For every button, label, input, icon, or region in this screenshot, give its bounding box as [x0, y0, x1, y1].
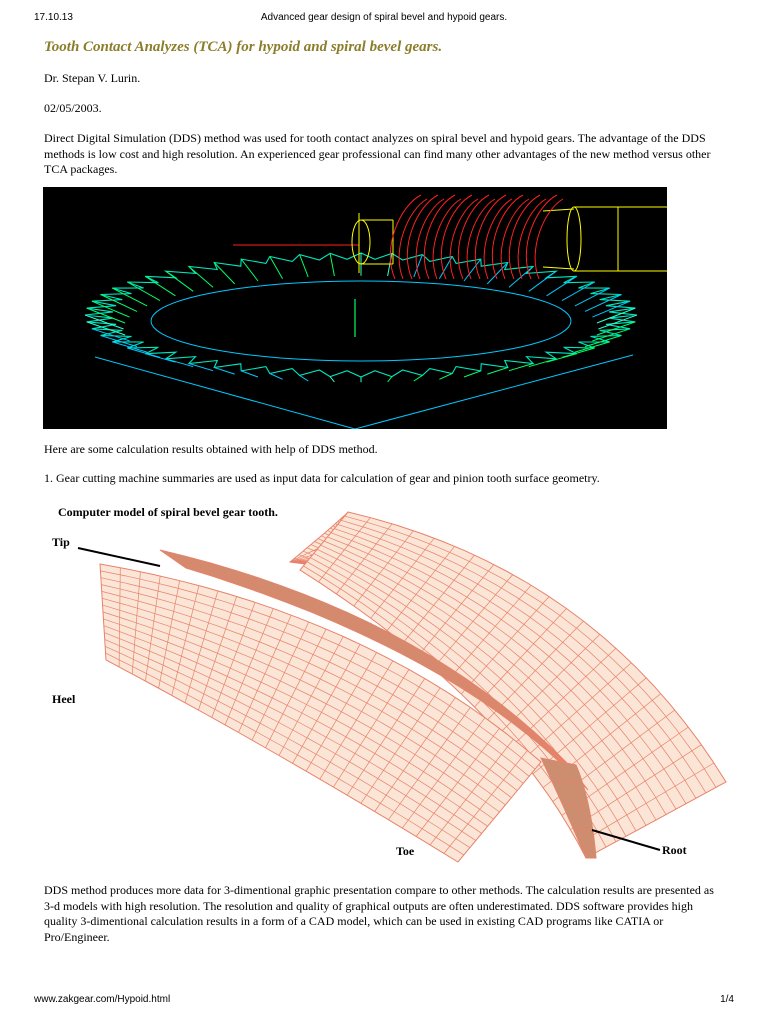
print-title: Advanced gear design of spiral bevel and hypoid gears.	[260, 12, 508, 23]
gear-tooth-flank	[487, 368, 508, 375]
gear-tooth-flank	[270, 257, 283, 279]
page-title: Tooth Contact Analyzes (TCA) for hypoid and spiral bevel gears.	[44, 39, 443, 55]
gear-tooth-flank	[509, 364, 533, 371]
gear-tooth-flank	[575, 342, 610, 352]
gear-tooth-flank	[330, 377, 334, 382]
gear-tooth-flank	[270, 374, 283, 380]
author: Dr. Stepan V. Lurin.	[44, 71, 141, 85]
gear-tooth-flank	[112, 342, 147, 352]
label-tip: Tip	[52, 535, 70, 549]
pinion-tooth	[458, 195, 495, 279]
gear-tooth-flank	[464, 259, 481, 281]
gear-tooth-flank	[464, 371, 481, 377]
gear-tooth-flank	[241, 371, 258, 377]
date: 02/05/2003.	[44, 101, 102, 115]
pinion-tooth	[492, 195, 529, 279]
gear-tooth-flank	[214, 263, 235, 284]
page-number: 1/4	[720, 994, 734, 1005]
gear-tooth-flank	[166, 271, 193, 291]
print-header	[0, 8, 768, 24]
list-item-1: 1. Gear cutting machine summaries are used as input data for calculation of gear and pinion tooth surface geometry.	[44, 471, 600, 485]
gear-tooth-flank	[145, 276, 175, 296]
gear-tooth-flank	[547, 276, 577, 296]
gear-tooth-flank	[189, 364, 213, 371]
gear-tooth-flank	[529, 271, 556, 291]
gear-tooth-flank	[300, 255, 309, 277]
gear-tooth-flank	[300, 375, 309, 381]
pinion-teeth	[390, 195, 563, 279]
figure-title: Computer model of spiral bevel gear tooth.	[58, 505, 278, 519]
tooth-surface-figure	[36, 500, 736, 868]
intro-paragraph: Direct Digital Simulation (DDS) method was used for tooth contact analyzes on spiral bevel and hypoid gears. The advantage of the DDS methods is low cost and high resolution. An experienced gear professional can find many other advantages of the new method versus other TCA packages.	[44, 131, 711, 176]
gear-inner-rim	[151, 281, 571, 361]
pinion-tooth	[390, 195, 427, 279]
gear-wireframe-figure	[43, 187, 667, 429]
results-intro: Here are some calculation results obtained with help of DDS method.	[44, 442, 378, 456]
print-footer	[0, 994, 768, 1008]
gear-tooth-flank	[487, 263, 508, 284]
label-heel: Heel	[52, 692, 76, 706]
gear-tooth-flank	[414, 375, 423, 381]
gear-tooth-flank	[101, 295, 138, 312]
pinion-tooth	[424, 195, 461, 279]
gear-tooth-flank	[439, 374, 452, 380]
label-toe: Toe	[396, 844, 415, 858]
outro-paragraph: DDS method produces more data for 3-dimentional graphic presentation compare to other methods. The calculation results are presented as 3-d models with high resolution. The resolution and quality of graphical outputs are often underestimated. DDS software provides high quality 3-dimentional calculation results in a form of a CAD model, which can be used in existing CAD programs like CATIA or Pro/Engineer.	[44, 883, 714, 944]
gear-tooth-flank	[214, 368, 235, 375]
footer-url: www.zakgear.com/Hypoid.html	[34, 994, 171, 1005]
print-date: 17.10.13	[34, 12, 73, 23]
gear-ring	[85, 253, 637, 382]
gear-tooth-flank	[189, 267, 213, 288]
gear-tooth-flank	[330, 253, 334, 276]
gear-tooth-flank	[388, 377, 392, 382]
pinion-tooth	[407, 195, 444, 279]
gear-cone	[95, 355, 633, 429]
pinion-tooth	[509, 195, 546, 279]
label-root: Root	[662, 843, 687, 857]
gear-tooth-flank	[585, 295, 622, 312]
gear-tooth-flank	[241, 259, 258, 281]
